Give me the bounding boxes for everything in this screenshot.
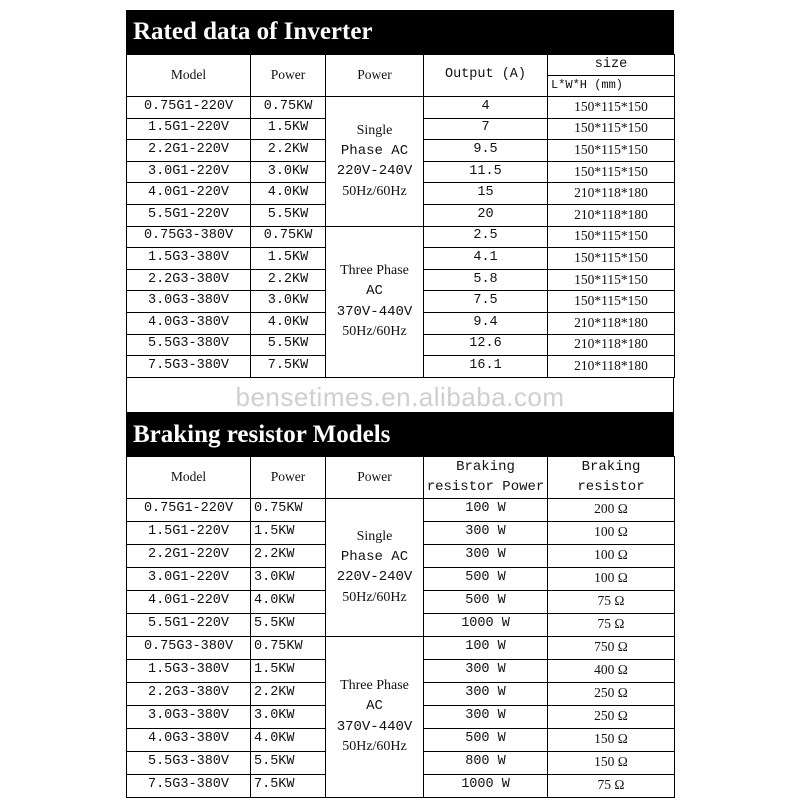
- cell-model: 4.0G3-380V: [127, 312, 251, 334]
- cell-braking-power: 100 W: [424, 636, 548, 659]
- phase-group-line: 50Hz/60Hz: [342, 589, 407, 605]
- phase-group-line: AC: [366, 698, 383, 715]
- single-phase-group: [326, 97, 424, 227]
- header-size-unit: L*W*H (mm): [548, 76, 675, 97]
- cell-braking-resistor: 100 Ω: [548, 521, 675, 544]
- cell-model: 3.0G3-380V: [127, 705, 251, 728]
- phase-group-line: Single: [356, 122, 393, 138]
- rated-data-title: Rated data of Inverter: [126, 10, 674, 54]
- cell-power: 3.0KW: [251, 291, 326, 313]
- cell-model: 0.75G3-380V: [127, 226, 251, 248]
- phase-group-line: Phase AC: [340, 142, 409, 159]
- cell-power: 7.5KW: [251, 774, 326, 797]
- watermark-gap: [126, 378, 674, 412]
- cell-braking-resistor: 150 Ω: [548, 751, 675, 774]
- header-size: size: [548, 55, 675, 76]
- cell-braking-power: 300 W: [424, 659, 548, 682]
- cell-braking-resistor: 250 Ω: [548, 682, 675, 705]
- cell-size: 150*115*150: [548, 248, 675, 270]
- table-row: [127, 97, 675, 119]
- header-power-type: Power: [326, 456, 424, 498]
- cell-model: 5.5G3-380V: [127, 334, 251, 356]
- cell-model: 4.0G1-220V: [127, 590, 251, 613]
- phase-group-line: 220V-240V: [336, 163, 413, 180]
- cell-size: 150*115*150: [548, 161, 675, 183]
- cell-power: 5.5KW: [251, 204, 326, 226]
- three-phase-group: [326, 226, 424, 377]
- document: [126, 10, 674, 798]
- cell-power: 1.5KW: [251, 248, 326, 270]
- cell-size: 210*118*180: [548, 334, 675, 356]
- cell-braking-resistor: 75 Ω: [548, 590, 675, 613]
- cell-power: 3.0KW: [251, 567, 326, 590]
- cell-model: 0.75G3-380V: [127, 636, 251, 659]
- header-braking-resistor-line2: resistor: [577, 479, 645, 496]
- phase-group-line: Three Phase: [340, 263, 409, 279]
- cell-power: 1.5KW: [251, 521, 326, 544]
- cell-braking-resistor: 100 Ω: [548, 567, 675, 590]
- braking-header-row: [127, 456, 675, 498]
- phase-group-line: 370V-440V: [336, 718, 413, 735]
- header-power: Power: [251, 456, 326, 498]
- cell-braking-resistor: 75 Ω: [548, 774, 675, 797]
- cell-size: 150*115*150: [548, 140, 675, 162]
- cell-output: 7.5: [424, 291, 548, 313]
- three-phase-group: [326, 636, 424, 797]
- cell-braking-resistor: 400 Ω: [548, 659, 675, 682]
- cell-output: 9.5: [424, 140, 548, 162]
- cell-power: 0.75KW: [251, 226, 326, 248]
- cell-model: 1.5G3-380V: [127, 659, 251, 682]
- header-braking-power-line1: Braking: [456, 458, 515, 475]
- header-power-type: Power: [326, 55, 424, 97]
- cell-braking-resistor: 250 Ω: [548, 705, 675, 728]
- cell-size: 210*118*180: [548, 183, 675, 205]
- rated-data-table: [126, 54, 675, 378]
- braking-title: Braking resistor Models: [126, 412, 674, 456]
- header-model: Model: [127, 55, 251, 97]
- braking-table: [126, 456, 675, 798]
- header-braking-resistor-line1: Braking: [581, 458, 641, 475]
- phase-group-line: Single: [356, 528, 393, 544]
- cell-power: 5.5KW: [251, 334, 326, 356]
- cell-braking-power: 1000 W: [424, 613, 548, 636]
- header-model: Model: [127, 456, 251, 498]
- cell-model: 2.2G1-220V: [127, 140, 251, 162]
- cell-power: 0.75KW: [251, 97, 326, 119]
- cell-power: 0.75KW: [251, 636, 326, 659]
- cell-model: 5.5G1-220V: [127, 613, 251, 636]
- cell-model: 0.75G1-220V: [127, 97, 251, 119]
- watermark: bensetimes.en.alibaba.com: [235, 381, 565, 412]
- rated-header-row: [127, 55, 675, 76]
- cell-output: 4: [424, 97, 548, 119]
- cell-braking-power: 800 W: [424, 751, 548, 774]
- cell-braking-power: 500 W: [424, 567, 548, 590]
- cell-size: 210*118*180: [548, 312, 675, 334]
- cell-size: 150*115*150: [548, 226, 675, 248]
- cell-braking-power: 300 W: [424, 521, 548, 544]
- cell-output: 20: [424, 204, 548, 226]
- cell-braking-power: 1000 W: [424, 774, 548, 797]
- header-power: Power: [251, 55, 326, 97]
- cell-size: 210*118*180: [548, 356, 675, 378]
- cell-output: 12.6: [424, 334, 548, 356]
- cell-power: 1.5KW: [251, 118, 326, 140]
- cell-power: 3.0KW: [251, 705, 326, 728]
- header-braking-power: [424, 456, 548, 498]
- cell-model: 5.5G3-380V: [127, 751, 251, 774]
- cell-power: 2.2KW: [251, 269, 326, 291]
- cell-model: 3.0G3-380V: [127, 291, 251, 313]
- phase-group-line: 370V-440V: [336, 303, 413, 320]
- cell-output: 2.5: [424, 226, 548, 248]
- single-phase-group: [326, 498, 424, 636]
- cell-size: 150*115*150: [548, 269, 675, 291]
- cell-power: 5.5KW: [251, 613, 326, 636]
- cell-model: 4.0G1-220V: [127, 183, 251, 205]
- cell-model: 2.2G3-380V: [127, 269, 251, 291]
- cell-size: 150*115*150: [548, 291, 675, 313]
- cell-braking-power: 500 W: [424, 728, 548, 751]
- cell-output: 5.8: [424, 269, 548, 291]
- header-braking-power-line2: resistor Power: [426, 479, 545, 496]
- cell-output: 4.1: [424, 248, 548, 270]
- phase-group-line: 50Hz/60Hz: [342, 323, 407, 339]
- cell-braking-resistor: 100 Ω: [548, 544, 675, 567]
- phase-group-line: 50Hz/60Hz: [342, 183, 407, 199]
- cell-model: 0.75G1-220V: [127, 498, 251, 521]
- cell-braking-resistor: 200 Ω: [548, 498, 675, 521]
- cell-output: 16.1: [424, 356, 548, 378]
- cell-power: 4.0KW: [251, 183, 326, 205]
- cell-braking-resistor: 150 Ω: [548, 728, 675, 751]
- cell-power: 7.5KW: [251, 356, 326, 378]
- cell-power: 2.2KW: [251, 544, 326, 567]
- cell-model: 1.5G3-380V: [127, 248, 251, 270]
- cell-model: 5.5G1-220V: [127, 204, 251, 226]
- phase-group-line: Phase AC: [340, 548, 409, 565]
- cell-size: 210*118*180: [548, 204, 675, 226]
- cell-model: 3.0G1-220V: [127, 161, 251, 183]
- phase-group-line: 220V-240V: [336, 569, 413, 586]
- cell-braking-power: 100 W: [424, 498, 548, 521]
- cell-model: 1.5G1-220V: [127, 118, 251, 140]
- table-row: [127, 498, 675, 521]
- cell-power: 2.2KW: [251, 140, 326, 162]
- table-row: [127, 226, 675, 248]
- cell-power: 1.5KW: [251, 659, 326, 682]
- cell-model: 1.5G1-220V: [127, 521, 251, 544]
- cell-power: 0.75KW: [251, 498, 326, 521]
- cell-model: 3.0G1-220V: [127, 567, 251, 590]
- cell-size: 150*115*150: [548, 97, 675, 119]
- phase-group-line: AC: [366, 283, 383, 300]
- cell-model: 7.5G3-380V: [127, 356, 251, 378]
- cell-power: 4.0KW: [251, 312, 326, 334]
- cell-model: 7.5G3-380V: [127, 774, 251, 797]
- phase-group-line: 50Hz/60Hz: [342, 739, 407, 755]
- cell-braking-power: 300 W: [424, 544, 548, 567]
- phase-group-line: Three Phase: [340, 678, 409, 694]
- cell-output: 11.5: [424, 161, 548, 183]
- cell-braking-power: 300 W: [424, 705, 548, 728]
- cell-model: 4.0G3-380V: [127, 728, 251, 751]
- cell-power: 4.0KW: [251, 590, 326, 613]
- cell-output: 7: [424, 118, 548, 140]
- cell-power: 3.0KW: [251, 161, 326, 183]
- cell-braking-power: 500 W: [424, 590, 548, 613]
- cell-output: 9.4: [424, 312, 548, 334]
- cell-output: 15: [424, 183, 548, 205]
- cell-power: 4.0KW: [251, 728, 326, 751]
- cell-power: 2.2KW: [251, 682, 326, 705]
- table-row: [127, 636, 675, 659]
- header-output: Output (A): [424, 55, 548, 97]
- cell-braking-resistor: 75 Ω: [548, 613, 675, 636]
- cell-model: 2.2G3-380V: [127, 682, 251, 705]
- cell-model: 2.2G1-220V: [127, 544, 251, 567]
- cell-braking-power: 300 W: [424, 682, 548, 705]
- cell-braking-resistor: 750 Ω: [548, 636, 675, 659]
- cell-power: 5.5KW: [251, 751, 326, 774]
- header-braking-resistor: [548, 456, 675, 498]
- cell-size: 150*115*150: [548, 118, 675, 140]
